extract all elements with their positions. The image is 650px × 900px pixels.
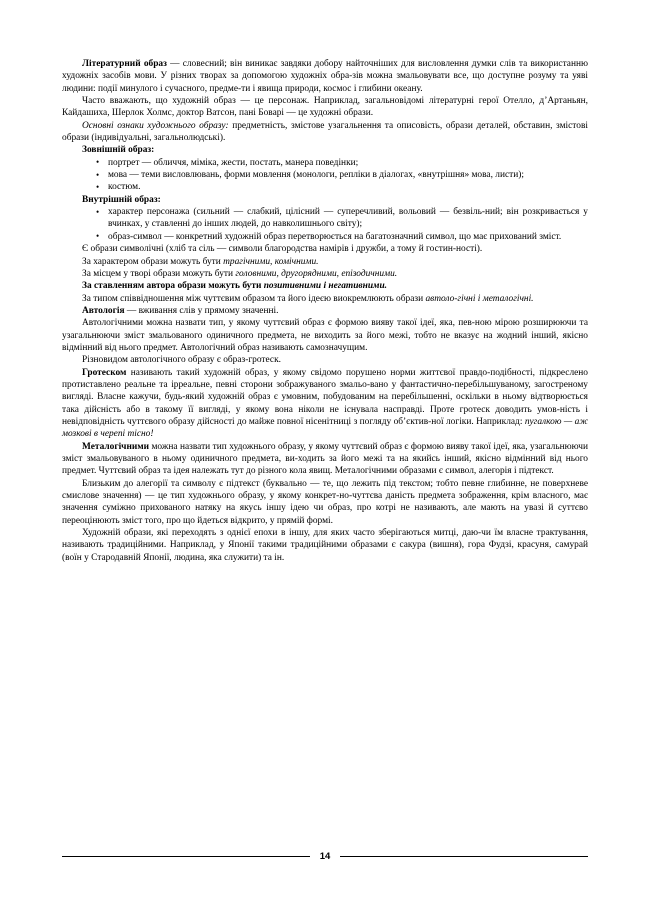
paragraph: [62, 354, 588, 366]
paragraph: [62, 293, 588, 305]
paragraph: [62, 367, 588, 441]
emphasis-text: позитивними і негативними.: [263, 281, 388, 292]
paragraph-text: предметність, змістове узагальнення та описовість, образи деталей, обставин, змістові образи (індивідуальні, загальнолюдські).: [62, 120, 588, 144]
term-main-features: Основні ознаки художнього образу:: [82, 120, 229, 131]
emphasis-text: трагічними, комічними.: [223, 256, 319, 267]
paragraph: [62, 317, 588, 354]
term-literary-image: Літературний образ: [82, 59, 167, 69]
paragraph-text: називають такий художній образ, у якому свідомо порушено норми життєвої правдо-подібності, підкреслено протиставлено реальне та ірреальне, певні сторони зображуваного змальо-вано у фантастично-перебільшуваному, загостреному вигляді. Власне кажучи, будь-який художній образ є умовним, побудованим на перебільшенні, оскільки в ньому відтворюється така дійсність або в такому її вигляді, у якому вона ніколи не існувала насправді. Проте гротеск доводить умов-ність і невідповідність чуттєвого образу дійсності до майже повної нісенітниці з погляду об’єктив-ної логіки. Наприклад:: [62, 367, 588, 427]
paragraph: [62, 243, 588, 255]
page-content: [62, 58, 588, 564]
paragraph-text: Художній образи, які переходять з однієї епохи в іншу, для яких часто зберігаються митці, даю-чи їм власне трактування, називають традиційними. Наприклад, у Японії такими традиційними образами є сакура (вишня), гора Фудзі, красуня, самурай (воїн у Стародавній Японії, людина, яка служити) та ін.: [62, 528, 588, 563]
list-item: • образ-символ — конкретний художній образ перетворюється на багатозначний символ, що має прихований зміст.: [62, 231, 588, 243]
paragraph: [62, 478, 588, 527]
list-item: • костюм.: [62, 181, 588, 193]
paragraph-text: — словесний; він виникає завдяки добору найточніших для висловлення думки слів та використанню художніх засобів мови. У різних творах за допомогою художніх обра-зів можна змальовувати все, що доступне розуму та уяві людини: події минулого і сучасного, предме-ти і явища природи, космос і глибини океану.: [62, 59, 588, 94]
paragraph: [62, 268, 588, 280]
paragraph-text: За місцем у творі образи можуть бути: [82, 268, 236, 279]
emphasis-text: автоло-гічні і металогічні.: [425, 293, 534, 304]
term-grotesque: Гротеском: [82, 367, 127, 378]
paragraph: [62, 58, 588, 95]
paragraph: [62, 120, 588, 145]
emphasis-text: головними, другорядними, епізодичними.: [235, 268, 398, 279]
term-autology: Автологія: [82, 305, 125, 316]
paragraph: [62, 527, 588, 564]
footer-rule-right: [340, 856, 588, 857]
footer-rule-left: [62, 856, 310, 857]
paragraph-text: Є образи символічні (хліб та сіль — символи благородства намірів і дружби, а тому й гостин-ності).: [82, 244, 483, 255]
paragraph-text: Близьким до алегорії та символу є підтекст (буквально — те, що лежить під текстом; тобто певне глибинне, не поверхневе смислове значення) — це тип художнього образу, у якому конкрет-но-чуттєва даність предмета зображення, крім власного, має значення суміжно прихованого натяку на якусь іншу ідею чи образ, про котрі не називають, але мають на увазі й суттєво переоцінюють зміст того, про що йдеться відкрито, у прямій формі.: [62, 478, 588, 526]
paragraph-text: можна назвати тип художнього образу, у якому чуттєвий образ є формою вияву такої ідеї, яка, узагальнюючи зміст змальовуваного в ньому одиничного предмета, ви-ходить за його межі та на якийсь інший, якісно відмінний від нього предмет. Чуттєвий образ та ідея належать тут до різного кола явищ. Металогічними образами є символ, алегорія і підтекст.: [62, 441, 588, 477]
list-item: • мова — теми висловлювань, форми мовлення (монологи, репліки в діалогах, «внутрішня» мова, листи);: [62, 169, 588, 181]
paragraph: [62, 95, 588, 120]
list-item: • портрет — обличчя, міміка, жести, постать, манера поведінки;: [62, 157, 588, 169]
external-image-list: [62, 157, 588, 194]
list-item: • характер персонажа (сильний — слабкий, цілісний — суперечливий, вольовий — безвіль-ний; він розкривається у вчинках, у ставленні до інших людей, до навколишнього світу);: [62, 206, 588, 231]
heading-external-image: Зовнішній образ:: [82, 145, 155, 156]
heading-internal-image: Внутрішній образ:: [82, 194, 161, 205]
quote-text: пугалкою — аж мозкові в черепі тісно!: [62, 416, 588, 440]
paragraph-text: — вживання слів у прямому значенні.: [124, 305, 279, 316]
paragraph: [62, 305, 588, 317]
page-footer: [62, 851, 588, 862]
paragraph: [62, 441, 588, 478]
page-number: 14: [319, 851, 331, 862]
paragraph-text: За ставленням автора образи можуть бути: [82, 281, 264, 292]
term-metalogical: Металогічними: [82, 441, 150, 452]
paragraph-text: Різновидом автологічного образу є образ-гротеск.: [82, 355, 281, 366]
paragraph-text: Автологічними можна назвати тип, у якому чуттєвий образ є формою вияву такої ідеї, яка, пев-ною мірою розширюючи та узагальнюючи зміст змальованого одиничного предмета, не виходить за його межі, тобто не вказує на жодний інший, якісно відмінний від нього предмет. Автологічний образ називають самозначущим.: [62, 318, 588, 353]
paragraph: [62, 256, 588, 268]
paragraph-text: Часто вважають, що художній образ — це персонаж. Наприклад, загальновідомі літературні герої Отелло, д’Артаньян, Кайдашиха, Шерлок Холмс, доктор Ватсон, пані Боварі — це художні образи.: [62, 96, 588, 119]
paragraph-text: За типом співвідношення між чуттєвим образом та його ідеєю виокремлюють образи: [82, 293, 426, 304]
paragraph: [62, 280, 588, 292]
paragraph-text: За характером образи можуть бути: [82, 256, 224, 267]
internal-image-list: [62, 206, 588, 243]
